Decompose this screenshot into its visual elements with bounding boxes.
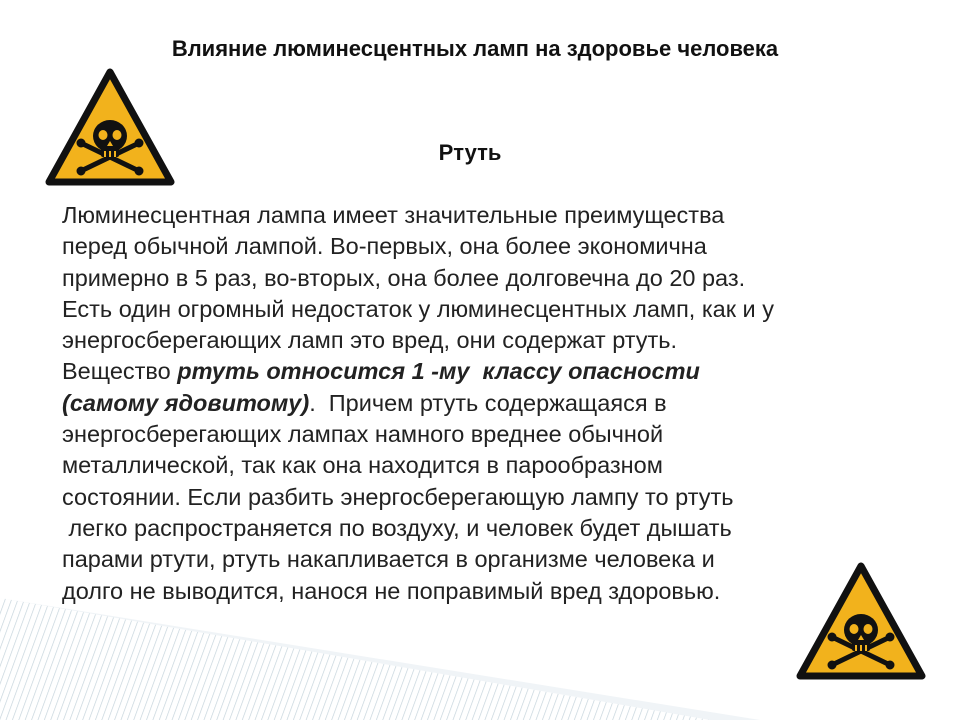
toxic-hazard-icon: [796, 562, 926, 680]
body-text-part-2: . Причем ртуть содержащаяся в энергосберегающих лампах намного вреднее обычной металлической, так как она находится в парообразном состоянии. Если разбить энергосберегающую лампу то ртуть легко распространяется по воздуху, и человек будет дышать парами ртути, ртуть накапливается в организме человека и долго не выводится, нанося не поправимый вред здоровью.: [62, 389, 734, 604]
emphasis-text: ртуть относится 1 -му классу опасности (самому ядовитому): [62, 358, 700, 416]
body-paragraph: [62, 200, 892, 607]
section-heading: Ртуть: [438, 140, 502, 165]
body-text-part-1: Люминесцентная лампа имеет значительные преимущества перед обычной лампой. Во-первых, она более экономична примерно в 5 раз, во-вторых, она более долговечна до 20 раз. Есть один огромный недостаток у люминесцентных ламп, как и у энергосберегающих ламп это вред, они содержат ртуть. Вещество: [62, 202, 774, 385]
slide-title: Влияние люминесцентных ламп на здоровье человека: [171, 36, 779, 61]
toxic-hazard-icon: [44, 68, 176, 186]
